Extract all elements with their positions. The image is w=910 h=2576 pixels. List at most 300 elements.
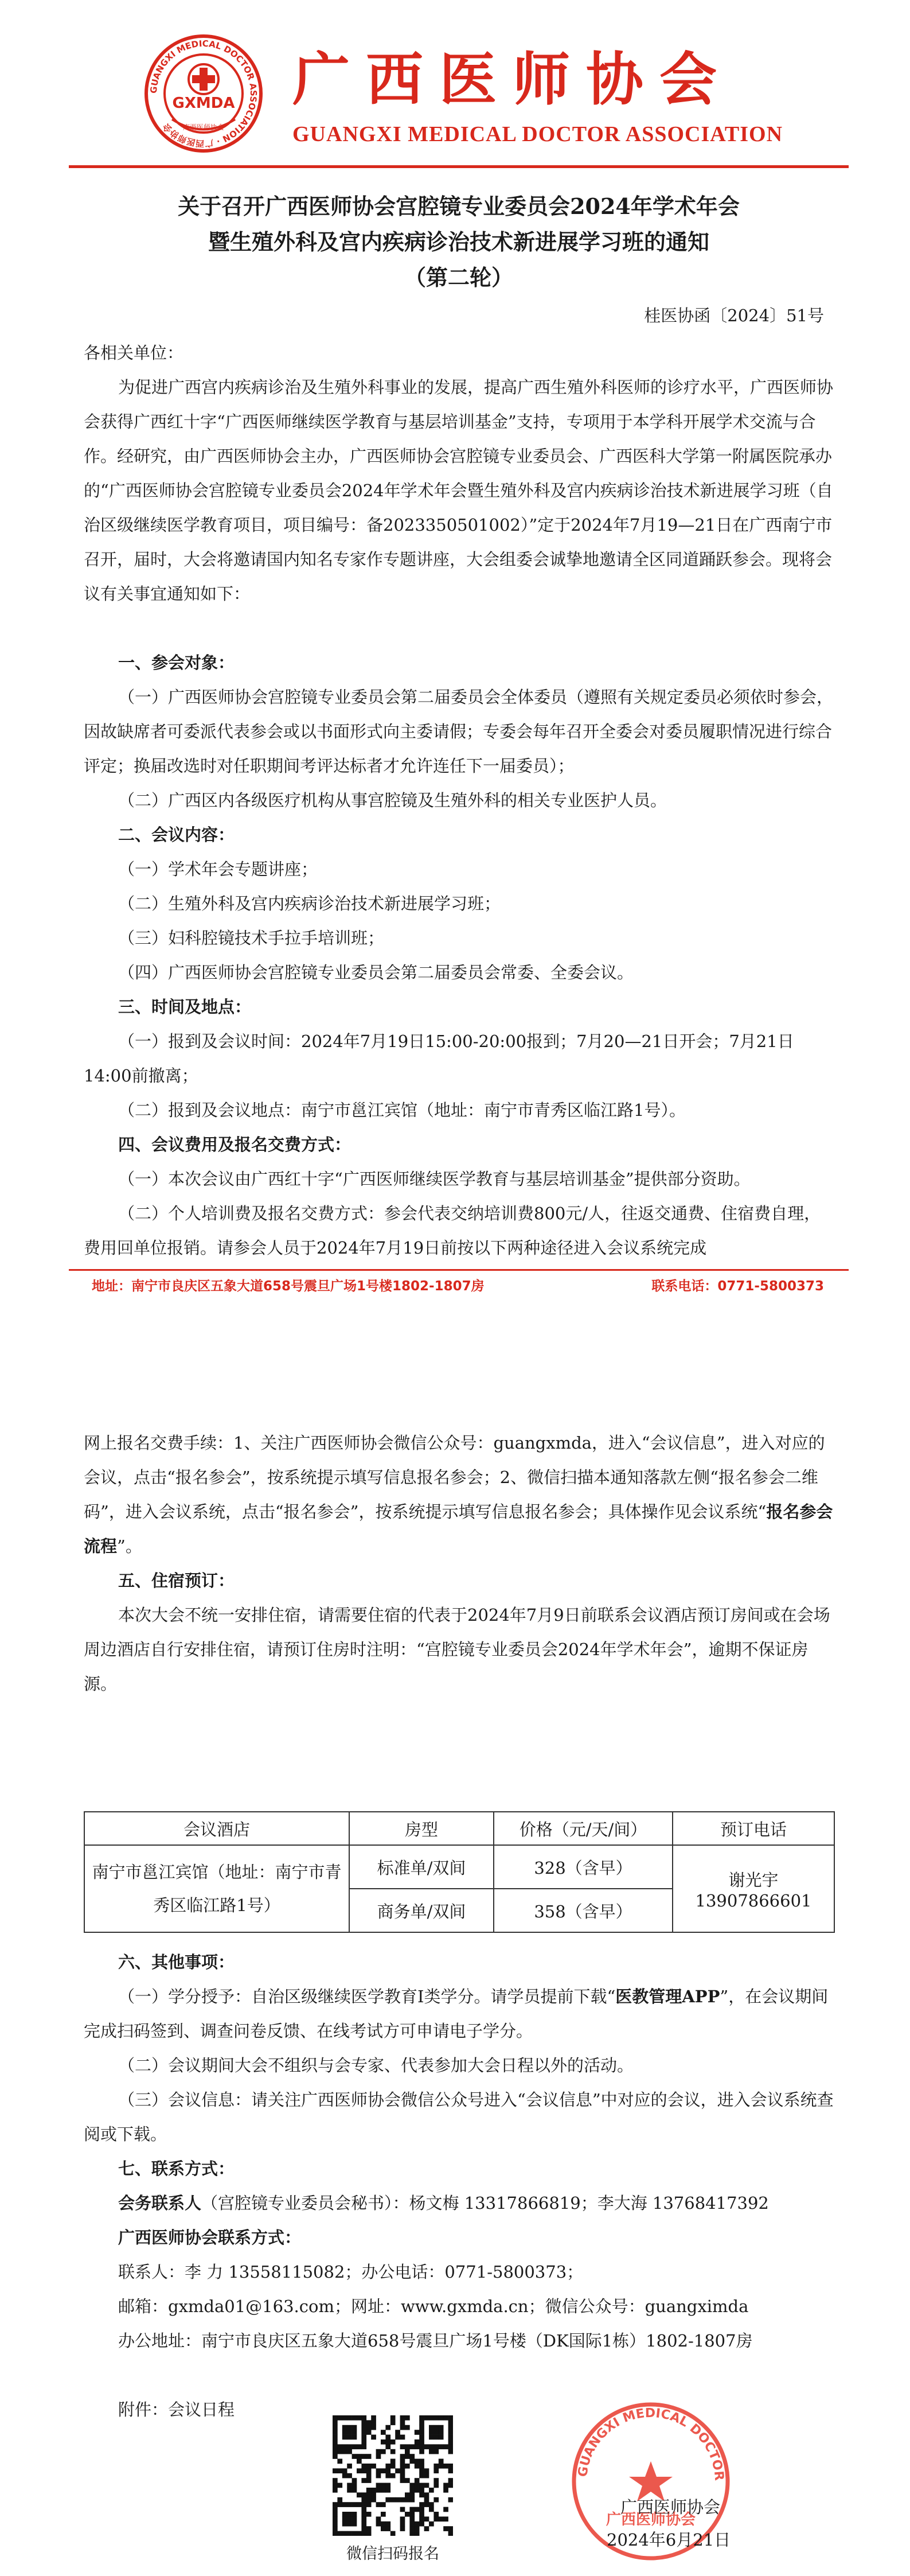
qr-module bbox=[424, 2516, 429, 2521]
qr-module bbox=[333, 2512, 338, 2517]
qr-module bbox=[352, 2415, 357, 2421]
qr-module bbox=[400, 2478, 405, 2483]
section-1-heading: 一、参会对象： bbox=[118, 653, 235, 672]
qr-module bbox=[429, 2488, 434, 2493]
qr-module bbox=[390, 2473, 396, 2478]
qr-module bbox=[352, 2483, 357, 2488]
qr-module bbox=[405, 2497, 410, 2503]
qr-module bbox=[409, 2497, 415, 2503]
qr-module bbox=[433, 2430, 439, 2435]
qr-module bbox=[419, 2507, 424, 2512]
qr-module bbox=[333, 2430, 338, 2435]
qr-module bbox=[419, 2464, 424, 2469]
qr-module bbox=[429, 2521, 434, 2527]
qr-module bbox=[439, 2464, 444, 2469]
qr-module bbox=[415, 2488, 420, 2493]
qr-module bbox=[342, 2531, 347, 2536]
qr-module bbox=[352, 2516, 357, 2521]
qr-module bbox=[385, 2483, 390, 2488]
qr-module bbox=[376, 2473, 381, 2478]
qr-module bbox=[381, 2430, 386, 2435]
qr-module bbox=[400, 2516, 405, 2521]
qr-module bbox=[357, 2502, 362, 2507]
qr-module bbox=[433, 2449, 439, 2454]
qr-module bbox=[347, 2488, 352, 2493]
qr-module bbox=[390, 2531, 396, 2536]
qr-module bbox=[400, 2473, 405, 2478]
qr-module bbox=[405, 2454, 410, 2459]
qr-module bbox=[352, 2531, 357, 2536]
qr-module bbox=[415, 2439, 420, 2445]
qr-module bbox=[415, 2507, 420, 2512]
section-4-registration-steps bbox=[84, 1426, 835, 1563]
qr-module bbox=[424, 2526, 429, 2531]
qr-module bbox=[443, 2526, 448, 2531]
qr-module bbox=[433, 2512, 439, 2517]
qr-module bbox=[400, 2454, 405, 2459]
qr-module bbox=[381, 2439, 386, 2445]
qr-module bbox=[395, 2435, 400, 2440]
seal-english-text: GUANGXI MEDICAL DOCTOR bbox=[576, 2406, 727, 2481]
qr-module bbox=[390, 2449, 396, 2454]
table-cell-room-type: 标准单/双间 bbox=[349, 1845, 494, 1889]
qr-module bbox=[357, 2492, 362, 2497]
qr-module bbox=[448, 2449, 453, 2454]
table-cell-hotel: 南宁市邕江宾馆（地址：南宁市青秀区临江路1号） bbox=[84, 1845, 349, 1932]
qr-module bbox=[429, 2425, 434, 2430]
qr-module bbox=[333, 2526, 338, 2531]
qr-module bbox=[419, 2439, 424, 2445]
qr-module bbox=[424, 2473, 429, 2478]
qr-module bbox=[405, 2512, 410, 2517]
logo-bottom-text: 广西医师协会 bbox=[182, 123, 225, 131]
qr-module bbox=[342, 2502, 347, 2507]
qr-module bbox=[405, 2444, 410, 2449]
qr-module bbox=[381, 2488, 386, 2493]
qr-module bbox=[361, 2468, 366, 2473]
table-header-phone: 预订电话 bbox=[673, 1812, 834, 1845]
qr-module bbox=[381, 2526, 386, 2531]
qr-module bbox=[361, 2502, 366, 2507]
qr-module bbox=[333, 2439, 338, 2445]
qr-module bbox=[342, 2512, 347, 2517]
credit-text-end: ”，在会议期间完成扫码签到、调查问卷反馈、在线考试方可申请电子学分。 bbox=[84, 1987, 829, 2041]
qr-module bbox=[419, 2425, 424, 2430]
qr-module bbox=[419, 2512, 424, 2517]
qr-module bbox=[409, 2444, 415, 2449]
qr-module bbox=[419, 2516, 424, 2521]
qr-module bbox=[371, 2415, 376, 2421]
qr-module bbox=[439, 2459, 444, 2464]
qr-module bbox=[371, 2492, 376, 2497]
qr-module bbox=[371, 2420, 376, 2425]
qr-module bbox=[342, 2473, 347, 2478]
qr-module bbox=[337, 2531, 342, 2536]
table-header-hotel: 会议酒店 bbox=[84, 1812, 349, 1845]
document-title-line2: 暨生殖外科及宫内疾病诊治技术新进展学习班的通知 bbox=[208, 229, 709, 255]
qr-module bbox=[366, 2454, 372, 2459]
qr-module bbox=[366, 2488, 372, 2493]
qr-module bbox=[347, 2473, 352, 2478]
qr-module bbox=[385, 2439, 390, 2445]
qr-module bbox=[333, 2444, 338, 2449]
qr-module bbox=[390, 2464, 396, 2469]
qr-module bbox=[376, 2521, 381, 2527]
qr-module bbox=[381, 2483, 386, 2488]
qr-module bbox=[376, 2502, 381, 2507]
qr-module bbox=[347, 2449, 352, 2454]
qr-module bbox=[395, 2497, 400, 2503]
qr-module bbox=[366, 2492, 372, 2497]
qr-module bbox=[424, 2415, 429, 2421]
qr-module bbox=[366, 2473, 372, 2478]
qr-module bbox=[400, 2435, 405, 2440]
qr-module bbox=[333, 2521, 338, 2527]
qr-module bbox=[448, 2435, 453, 2440]
table-cell-price: 358（含早） bbox=[494, 1889, 673, 1932]
qr-module bbox=[385, 2497, 390, 2503]
qr-module bbox=[448, 2415, 453, 2421]
attachment-note: 附件：会议日程 bbox=[118, 2400, 235, 2419]
qr-module bbox=[433, 2516, 439, 2521]
qr-module bbox=[429, 2430, 434, 2435]
qr-module bbox=[385, 2464, 390, 2469]
qr-module bbox=[395, 2468, 400, 2473]
qr-module bbox=[357, 2459, 362, 2464]
app-name: 医教管理APP bbox=[615, 1987, 720, 2006]
qr-module bbox=[419, 2473, 424, 2478]
qr-module bbox=[357, 2468, 362, 2473]
qr-module bbox=[333, 2449, 338, 2454]
qr-module bbox=[448, 2526, 453, 2531]
salutation: 各相关单位： bbox=[84, 343, 184, 363]
qr-module bbox=[366, 2420, 372, 2425]
footer-address: 地址：南宁市良庆区五象大道658号震旦广场1号楼1802-1807房 bbox=[92, 1279, 485, 1294]
qr-module bbox=[385, 2488, 390, 2493]
qr-module bbox=[433, 2435, 439, 2440]
qr-module bbox=[381, 2502, 386, 2507]
letterhead-logo bbox=[143, 33, 264, 154]
qr-module bbox=[424, 2502, 429, 2507]
qr-module bbox=[448, 2483, 453, 2488]
qr-module bbox=[333, 2488, 338, 2493]
section-6-item-3: （三）会议信息：请关注广西医师协会微信公众号进入“会议信息”中对应的会议，进入会议系统查阅或下载。 bbox=[84, 2090, 834, 2144]
qr-module bbox=[409, 2483, 415, 2488]
qr-module bbox=[366, 2464, 372, 2469]
qr-module bbox=[371, 2488, 376, 2493]
qr-module bbox=[419, 2449, 424, 2454]
qr-module bbox=[352, 2425, 357, 2430]
qr-module bbox=[361, 2507, 366, 2512]
qr-module bbox=[405, 2415, 410, 2421]
qr-module bbox=[361, 2521, 366, 2527]
section-3-item-1: （一）报到及会议时间：2024年7月19日15:00-20:00报到；7月20—21日开会；7月21日14:00前撤离； bbox=[84, 1032, 794, 1085]
meeting-contact-label: 会务联系人 bbox=[118, 2193, 202, 2213]
qr-module bbox=[361, 2415, 366, 2421]
qr-module bbox=[433, 2478, 439, 2483]
table-cell-price: 328（含早） bbox=[494, 1845, 673, 1889]
qr-module bbox=[385, 2473, 390, 2478]
qr-module bbox=[347, 2531, 352, 2536]
table-header-row bbox=[84, 1812, 834, 1845]
qr-module bbox=[342, 2430, 347, 2435]
qr-module bbox=[333, 2483, 338, 2488]
qr-module bbox=[439, 2435, 444, 2440]
qr-module bbox=[333, 2502, 338, 2507]
logo-acronym: GXMDA bbox=[172, 95, 235, 112]
qr-module bbox=[361, 2439, 366, 2445]
qr-module bbox=[337, 2459, 342, 2464]
qr-module bbox=[347, 2512, 352, 2517]
qr-module bbox=[371, 2497, 376, 2503]
intro-paragraph: 为促进广西宫内疾病诊治及生殖外科事业的发展，提高广西生殖外科医师的诊疗水平，广西医师协会获得广西红十字“广西医师继续医学教育与基层培训基金”支持，专项用于本学科开展学术交流与合作。经研究，由广西医师协会主办，广西医师协会宫腔镜专业委员会、广西医科大学第一附属医院承办的“广西医师协会宫腔镜专业委员会2024年学术年会暨生殖外科及宫内疾病诊治技术新进展学习班（自治区级继续医学教育项目，项目编号：备2023350501002）”定于2024年7月19—21日在广西南宁市召开，届时，大会将邀请国内知名专家作专题讲座，大会组委会诚挚地邀请全区同道踊跃参会。现将会议有关事宜通知如下： bbox=[84, 378, 834, 604]
qr-module bbox=[381, 2512, 386, 2517]
qr-module bbox=[342, 2521, 347, 2527]
logo-ring-text: GUANGXI MEDICAL DOCTOR ASSOCIATION · 广西医师协会 bbox=[148, 38, 259, 149]
qr-module bbox=[433, 2468, 439, 2473]
qr-module bbox=[371, 2435, 376, 2440]
qr-module bbox=[342, 2468, 347, 2473]
qr-module bbox=[333, 2425, 338, 2430]
qr-module bbox=[352, 2454, 357, 2459]
registration-steps-text: 网上报名交费手续：1、关注广西医师协会微信公众号：guangxmda，进入“会议信息”，进入对应的会议，点击“报名参会”，按系统提示填写信息报名参会；2、微信扫描本通知落款左侧“报名参会二维码”，进入会议系统，点击“报名参会”，按系统提示填写信息报名参会；具体操作见会议系统“ bbox=[84, 1433, 825, 1522]
qr-module bbox=[366, 2502, 372, 2507]
qr-module bbox=[448, 2497, 453, 2503]
qr-module bbox=[409, 2512, 415, 2517]
qr-module bbox=[395, 2430, 400, 2435]
qr-module bbox=[400, 2497, 405, 2503]
qr-module bbox=[443, 2516, 448, 2521]
qr-module bbox=[357, 2531, 362, 2536]
qr-module bbox=[381, 2468, 386, 2473]
qr-module bbox=[443, 2415, 448, 2421]
qr-module bbox=[419, 2488, 424, 2493]
qr-module bbox=[400, 2420, 405, 2425]
qr-module bbox=[361, 2512, 366, 2517]
qr-module bbox=[366, 2512, 372, 2517]
qr-module bbox=[400, 2444, 405, 2449]
qr-module bbox=[333, 2454, 338, 2459]
qr-module bbox=[333, 2507, 338, 2512]
qr-module bbox=[439, 2516, 444, 2521]
qr-module bbox=[424, 2444, 429, 2449]
qr-module bbox=[333, 2516, 338, 2521]
qr-module bbox=[342, 2415, 347, 2421]
qr-module bbox=[347, 2435, 352, 2440]
qr-module bbox=[390, 2420, 396, 2425]
qr-caption: 微信扫码报名 bbox=[346, 2545, 439, 2563]
qr-module bbox=[405, 2425, 410, 2430]
qr-module bbox=[333, 2468, 338, 2473]
section-6-item-1 bbox=[84, 1979, 835, 2048]
qr-module bbox=[409, 2492, 415, 2497]
qr-module bbox=[415, 2521, 420, 2527]
qr-module bbox=[419, 2483, 424, 2488]
section-2-item-3: （三）妇科腔镜技术手拉手培训班； bbox=[118, 928, 385, 948]
section-4-item-1: （一）本次会议由广西红十字“广西医师继续医学教育与基层培训基金”提供部分资助。 bbox=[118, 1169, 751, 1189]
qr-module bbox=[400, 2425, 405, 2430]
qr-module bbox=[400, 2459, 405, 2464]
qr-module bbox=[409, 2459, 415, 2464]
qr-module bbox=[352, 2430, 357, 2435]
qr-module bbox=[443, 2444, 448, 2449]
qr-module bbox=[337, 2497, 342, 2503]
qr-module bbox=[337, 2444, 342, 2449]
qr-module bbox=[429, 2502, 434, 2507]
qr-module bbox=[400, 2507, 405, 2512]
qr-module bbox=[385, 2468, 390, 2473]
qr-module bbox=[361, 2454, 366, 2459]
table-header-price: 价格（元/天/间） bbox=[494, 1812, 673, 1845]
qr-module bbox=[381, 2521, 386, 2527]
qr-module bbox=[352, 2502, 357, 2507]
qr-module bbox=[439, 2415, 444, 2421]
qr-module bbox=[357, 2415, 362, 2421]
letterhead-divider bbox=[69, 165, 849, 168]
qr-module bbox=[376, 2468, 381, 2473]
qr-module bbox=[448, 2420, 453, 2425]
qr-module bbox=[337, 2502, 342, 2507]
qr-module bbox=[439, 2430, 444, 2435]
qr-module bbox=[400, 2464, 405, 2469]
qr-module bbox=[419, 2459, 424, 2464]
qr-module bbox=[448, 2478, 453, 2483]
section-6-item-2: （二）会议期间大会不组织与会专家、代表参加大会日程以外的活动。 bbox=[118, 2056, 634, 2075]
qr-module bbox=[405, 2478, 410, 2483]
qr-module bbox=[415, 2444, 420, 2449]
qr-module bbox=[415, 2459, 420, 2464]
qr-module bbox=[376, 2488, 381, 2493]
qr-module bbox=[390, 2439, 396, 2445]
qr-module bbox=[361, 2444, 366, 2449]
signature-org: 广西医师协会 bbox=[620, 2497, 721, 2517]
qr-module bbox=[352, 2478, 357, 2483]
qr-module bbox=[342, 2444, 347, 2449]
qr-module bbox=[361, 2425, 366, 2430]
qr-module bbox=[333, 2435, 338, 2440]
qr-module bbox=[448, 2430, 453, 2435]
qr-module bbox=[352, 2435, 357, 2440]
section-5-heading: 五、住宿预订： bbox=[118, 1571, 235, 1590]
qr-module bbox=[361, 2516, 366, 2521]
qr-module bbox=[424, 2497, 429, 2503]
qr-module bbox=[405, 2492, 410, 2497]
qr-module bbox=[361, 2531, 366, 2536]
qr-module bbox=[390, 2415, 396, 2421]
qr-module bbox=[429, 2507, 434, 2512]
document-title-line3: （第二轮） bbox=[404, 264, 513, 290]
section-2-item-1: （一）学术年会专题讲座； bbox=[118, 859, 318, 879]
section-2-item-2: （二）生殖外科及宫内疾病诊治技术新进展学习班； bbox=[118, 894, 501, 913]
qr-module bbox=[443, 2488, 448, 2493]
qr-module bbox=[381, 2449, 386, 2454]
qr-module bbox=[342, 2425, 347, 2430]
qr-module bbox=[347, 2444, 352, 2449]
qr-module bbox=[419, 2415, 424, 2421]
qr-module bbox=[376, 2516, 381, 2521]
qr-module bbox=[409, 2531, 415, 2536]
section-3-heading: 三、时间及地点： bbox=[118, 997, 252, 1017]
qr-module bbox=[333, 2420, 338, 2425]
qr-module bbox=[361, 2420, 366, 2425]
qr-module bbox=[433, 2497, 439, 2503]
registration-qr-code[interactable] bbox=[333, 2415, 453, 2536]
table-row bbox=[84, 1845, 834, 1889]
qr-module bbox=[433, 2425, 439, 2430]
qr-module bbox=[337, 2483, 342, 2488]
document-title-line1: 关于召开广西医师协会宫腔镜专业委员会2024年学术年会 bbox=[178, 193, 740, 219]
section-1-item-1: （一）广西医师协会宫腔镜专业委员会第二届委员会全体委员（遵照有关规定委员必须依时参会，因故缺席者可委派代表参会或以书面形式向主委请假；专委会每年召开全委会对委员履职情况进行综合评定；换届改选时对任职期间考评达标者才允许连任下一届委员）； bbox=[84, 687, 834, 776]
meeting-contact bbox=[84, 2186, 835, 2220]
meeting-contact-details: （宫腔镜专业委员会秘书）：杨文梅 13317866819；李大海 13768417392 bbox=[201, 2193, 769, 2213]
association-contact-line1: 联系人：李 力 13558115082；办公电话：0771-5800373； bbox=[118, 2262, 584, 2282]
qr-module bbox=[433, 2415, 439, 2421]
qr-module bbox=[424, 2492, 429, 2497]
qr-module bbox=[347, 2464, 352, 2469]
qr-module bbox=[333, 2415, 338, 2421]
qr-module bbox=[366, 2531, 372, 2536]
qr-module bbox=[400, 2521, 405, 2527]
qr-module bbox=[347, 2502, 352, 2507]
qr-module bbox=[443, 2464, 448, 2469]
qr-module bbox=[385, 2521, 390, 2527]
footer-phone: 联系电话：0771-5800373 bbox=[651, 1279, 824, 1294]
qr-module bbox=[409, 2454, 415, 2459]
qr-module bbox=[376, 2449, 381, 2454]
qr-module bbox=[357, 2444, 362, 2449]
qr-module bbox=[448, 2464, 453, 2469]
qr-module bbox=[424, 2468, 429, 2473]
section-4-heading: 四、会议费用及报名交费方式： bbox=[118, 1135, 351, 1154]
qr-module bbox=[352, 2512, 357, 2517]
qr-module bbox=[429, 2415, 434, 2421]
qr-module bbox=[439, 2444, 444, 2449]
qr-module bbox=[352, 2444, 357, 2449]
qr-module bbox=[347, 2415, 352, 2421]
qr-module bbox=[347, 2516, 352, 2521]
qr-module bbox=[433, 2483, 439, 2488]
qr-module bbox=[337, 2415, 342, 2421]
qr-module bbox=[337, 2449, 342, 2454]
qr-module bbox=[347, 2425, 352, 2430]
qr-module bbox=[415, 2531, 420, 2536]
qr-module bbox=[439, 2425, 444, 2430]
qr-module bbox=[419, 2502, 424, 2507]
association-contact-line2: 邮箱：gxmda01@163.com；网址：www.gxmda.cn；微信公众号：guangximda bbox=[118, 2297, 749, 2316]
qr-module bbox=[376, 2483, 381, 2488]
qr-module bbox=[419, 2444, 424, 2449]
section-6-heading: 六、其他事项： bbox=[118, 1952, 235, 1972]
qr-module bbox=[390, 2497, 396, 2503]
qr-module bbox=[409, 2488, 415, 2493]
qr-module bbox=[361, 2492, 366, 2497]
qr-module bbox=[429, 2449, 434, 2454]
section-5-paragraph: 本次大会不统一安排住宿，请需要住宿的代表于2024年7月9日前联系会议酒店预订房间或在会场周边酒店自行安排住宿，请预订住房时注明：“宫腔镜专业委员会2024年学术年会”，逾期不保证房源。 bbox=[84, 1605, 830, 1694]
qr-module bbox=[448, 2531, 453, 2536]
qr-module bbox=[409, 2521, 415, 2527]
credit-text: （一）学分授予：自治区级继续医学教育I类学分。请学员提前下载“ bbox=[118, 1987, 616, 2006]
qr-module bbox=[429, 2435, 434, 2440]
qr-module bbox=[361, 2435, 366, 2440]
qr-module bbox=[405, 2464, 410, 2469]
qr-module bbox=[409, 2526, 415, 2531]
section-1-item-2: （二）广西区内各级医疗机构从事宫腔镜及生殖外科的相关专业医护人员。 bbox=[118, 791, 667, 810]
qr-module bbox=[366, 2526, 372, 2531]
qr-module bbox=[400, 2526, 405, 2531]
qr-module bbox=[409, 2516, 415, 2521]
registration-steps-end: ”。 bbox=[117, 1536, 142, 1556]
qr-module bbox=[433, 2464, 439, 2469]
